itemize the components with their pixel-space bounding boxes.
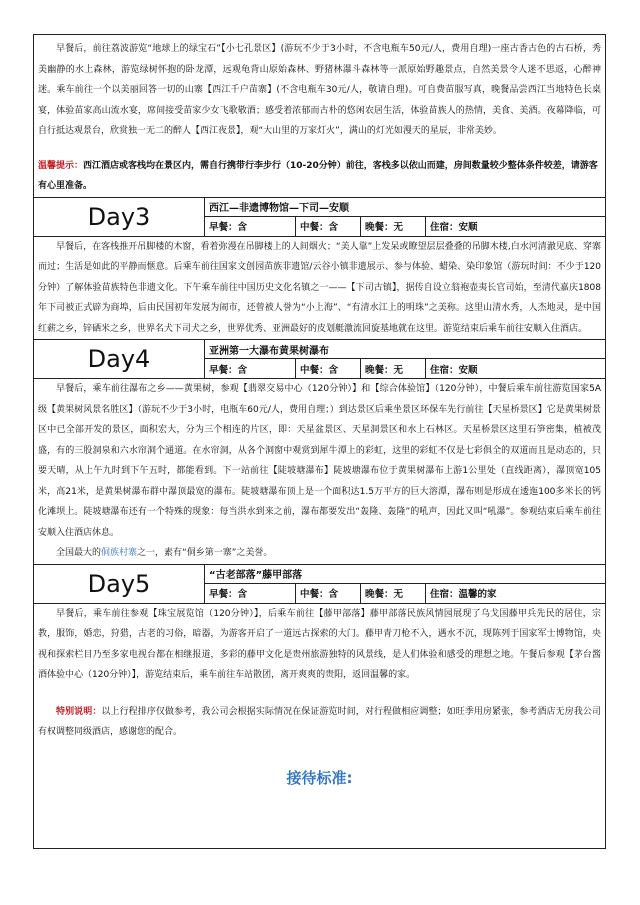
day4-extra-prefix: 全国最大的	[56, 548, 102, 558]
day4-hotel: 住宿：安顺	[430, 364, 478, 376]
day5-breakfast: 早餐：含	[205, 584, 296, 603]
day3-dinner: 晚餐：无	[361, 217, 426, 236]
day3-description: 早餐后，在客栈推开吊脚楼的木窗，看着弥漫在吊脚楼上的人间烟火；“美人靠”上发呆或瞭望层层叠叠的吊脚木楼,白水河清澈见底、穿寨而过；生活是如此的平静而惬意。后乘车前往国家文创园苗族非遗馆/云谷小镇非遗展示、参与体验、蜡染、染印象馆（游玩时间：不少于120分钟）了解体验苗族特色非遗文化。下午乘车前往中国历史文化名镇之一——【下司古镇】，据传自设立翁袍壶夷长官司始，至清代嘉庆1808年下司被正式辟为商埠，后由民国初年发展为闹市，还曾被人誉为“小上海”、“有清水江上的明珠”之美称。这里山清水秀，人杰地灵，是中国红薪之乡，锌硒米之乡，世界名犬下司犬之乡，世界优秀、亚洲最好的皮划艇激流回旋基地就在这里。游览结束后乘车前往安顺入住酒店。	[38, 241, 601, 334]
special-notice-text: 以上行程排序仅做参考，我公司会根据实际情况在保证游览时间，对行程做相应调整；如旺季用房紧张，参考酒店无房我公司有权调整同级酒店，感谢您的配合。	[38, 706, 601, 737]
day3-lunch: 中餐：含	[296, 217, 361, 236]
day4-extra	[34, 543, 605, 564]
day4-lunch: 中餐：含	[296, 359, 361, 378]
day2-section	[33, 34, 606, 197]
day3-breakfast: 早餐：含	[205, 217, 296, 236]
day5-lunch: 中餐：含	[296, 584, 361, 603]
special-notice-label: 特别说明：	[56, 706, 102, 717]
warm-tip-label: 温馨提示：	[38, 160, 84, 171]
special-notice	[34, 702, 605, 743]
reception-standards-title: 接待标准:	[286, 768, 353, 787]
day4-header	[33, 339, 606, 379]
day3-label: Day3	[34, 198, 205, 236]
day4-dinner: 晚餐：无	[361, 359, 426, 378]
day4-breakfast: 早餐：含	[205, 359, 296, 378]
day5-label: Day5	[34, 565, 205, 603]
day5-route: “古老部落”藤甲部落	[205, 565, 605, 584]
day5-dinner: 晚餐：无	[361, 584, 426, 603]
dong-village-link[interactable]: 侗族村寨	[101, 548, 138, 558]
day4-description: 早餐后，乘车前往瀑布之乡——黄果树，参观【翡翠交易中心（120分钟）】和【综合体验馆】（120分钟），中餐后乘车前往游览国家5A级【黄果树风景名胜区】（游玩不少于3小时，电瓶车60元/人，费用自理；）到达景区后乘坐景区环保车先行前往【天星桥景区】它是黄果树景区中已全部开发的景区，面积宏大，分为三个相连的片区，即：天星盆景区、天星洞景区和水上石林区。天星桥景区这里石笋密集，植被茂盛，有的三股洞泉和六水帘洞个通道。在水帘洞，从各个洞窗中观赏到犀牛潭上的彩虹，这里的彩虹不仅是七彩俱全的双道而且是动态的，只要天晴，从上午九时到下午五时，都能看到。下一站前往【陡坡塘瀑布】陡坡塘瀑布位于黄果树瀑布上游1公里处（直线距离），瀑顶宽105米，高21米，是黄果树瀑布群中瀑顶最宽的瀑布。陡坡塘瀑布顶上是一个面积达1.5万平方的巨大溶潭，瀑布则是形成在逶迤100多米长的钙化滩坝上。陡坡塘瀑布还有一个特殊的现象：每当洪水到来之前，瀑布都要发出“轰隆、轰隆”的吼声，因此又叫“吼瀑”。参观结束后乘车前往安顺入住酒店休息。	[38, 384, 601, 538]
day3-route: 西江—非遗博物馆—下司—安顺	[205, 198, 605, 217]
day3-hotel: 住宿：安顺	[430, 222, 478, 233]
warm-tip-text: 西江酒店或客栈均在景区内，需自行携带行李步行（10-20分钟）前往，客栈多以依山而建，房间数量较少整体条件较差，请游客有心里准备。	[38, 160, 598, 191]
day5-header	[33, 564, 606, 604]
day5-description: 早餐后，乘车前往参观【珠宝展览馆（120分钟）】，后乘车前往【藤甲部落】藤甲部落民族风情园展现了乌戈国藤甲兵先民的居住，宗教，服饰，婚恋，狩猎，古老的习俗，暗器，为游客开启了一道远古探索的大门。藤甲青刀枪不入，遇水不沉，现陈列于国家军士博物馆，央视和探索栏目乃至多家电视台都在相继报道，多彩的藤甲文化是贵州旅游独特的风景线，是人们体验和感受的理想之地。午餐后参观【茅台酱酒体验中心（120分钟）】，游览结束后，乘车前往车站散团，离开爽爽的贵阳，返回温馨的家。	[38, 608, 601, 680]
itinerary-page	[33, 34, 606, 849]
day5-hotel: 住宿：温馨的家	[430, 589, 497, 600]
day3-section	[33, 237, 606, 340]
day5-section	[33, 604, 606, 849]
day4-meals	[205, 359, 605, 378]
day5-meals	[205, 584, 605, 603]
day4-extra-suffix: 之一，素有“侗乡第一寨”之美誉。	[137, 548, 273, 558]
day3-header	[33, 197, 606, 237]
day4-route: 亚洲第一大瀑布黄果树瀑布	[205, 340, 605, 359]
day2-description: 早餐后，前往荔波游览“地球上的绿宝石”【小七孔景区】(游玩不少于3小时，不含电瓶车50元/人，费用自理)一座古香古色的古石桥，秀美幽静的水上森林，游览绿树怀抱的卧龙潭，远观龟背山原始森林、野猪林瀑斗森林等一派原始野趣景点，自然美景令人迷不思返，心醉神迷。乘车前往一个以美丽回答一切的山寨【西江千户苗寨】(不含电瓶车30元/人，敬请自理)。可自费苗服写真，晚餐品尝西江当地特色长桌宴，体验苗家高山流水宴，席间接受苗家少女飞歌敬酒；感受着浓郁而古朴的悠闲农居生活，体验苗族人的热情，美食、美酒。夜幕降临，可自行抵达观景台，欣赏独一无二的醉人【西江夜景】，观“大山里的万家灯火”，满山的灯光如漫天的星辰，非常美妙。	[38, 44, 601, 136]
warm-tip	[34, 156, 605, 197]
day4-section	[33, 379, 606, 564]
day3-meals	[205, 217, 605, 236]
day4-label: Day4	[34, 340, 205, 378]
